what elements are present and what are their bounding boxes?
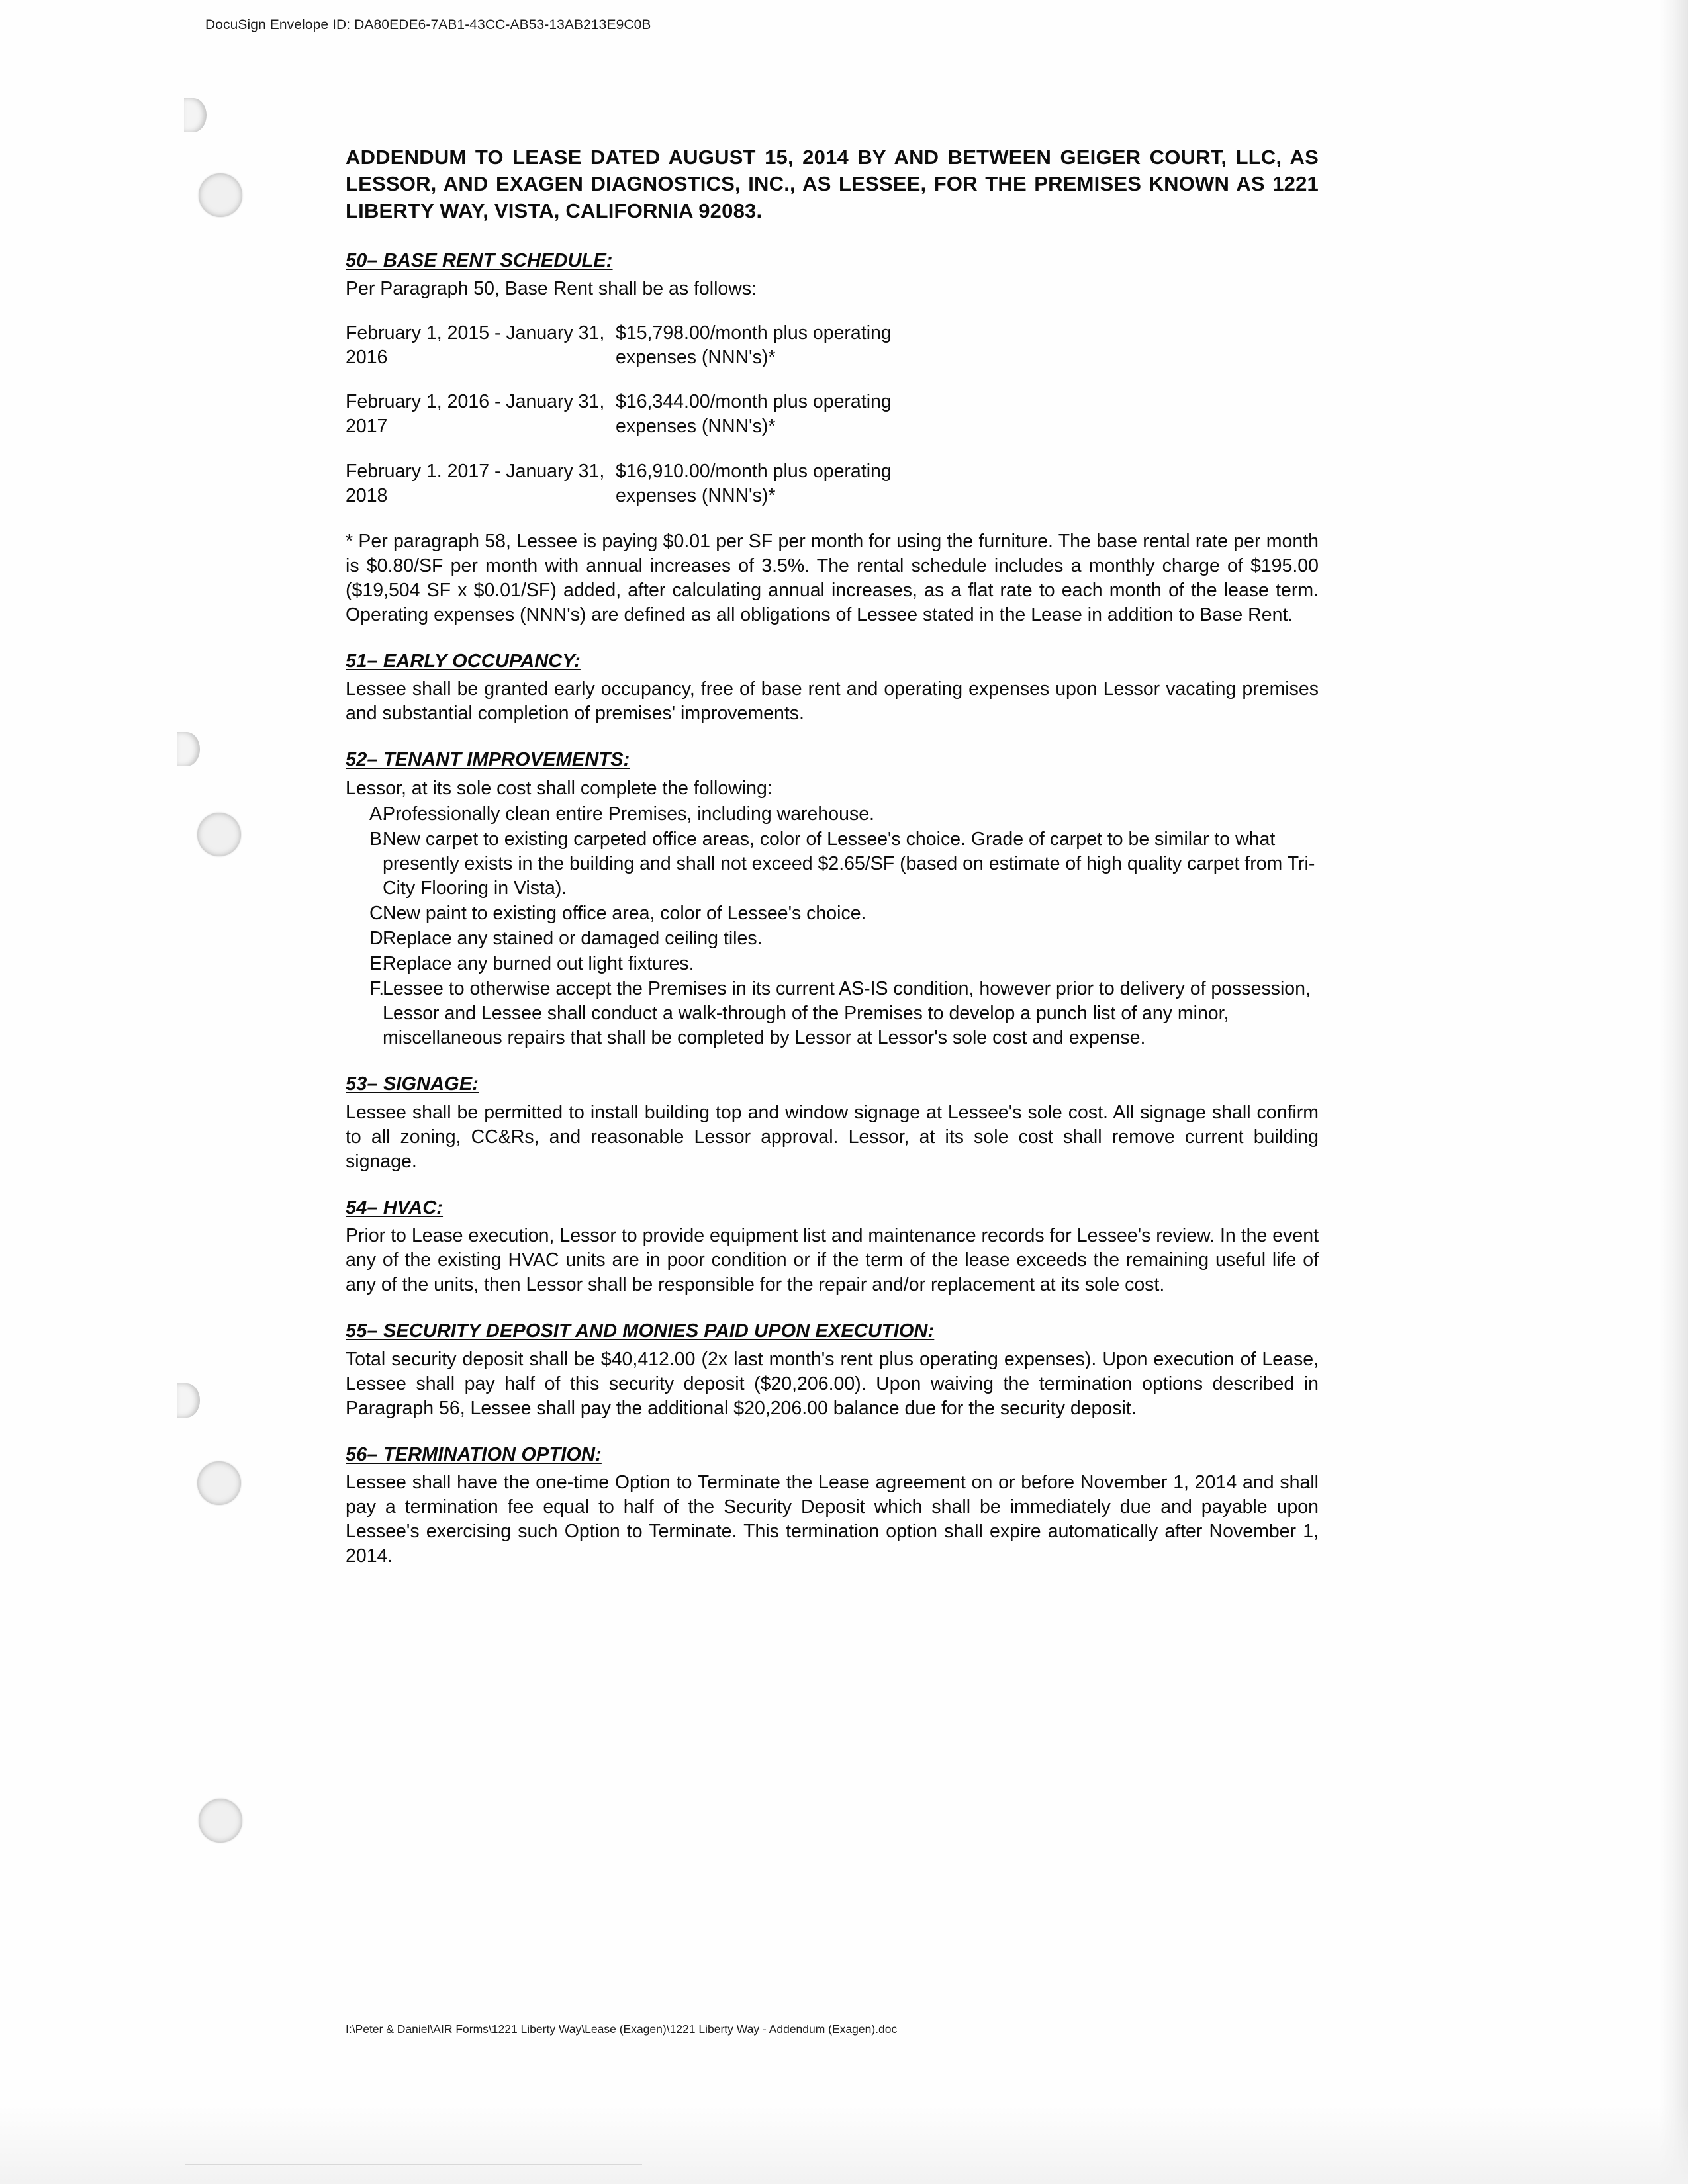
schedule-amount: $15,798.00/month plus operating expenses (NNN's)* bbox=[616, 322, 892, 369]
schedule-amount: $16,344.00/month plus operating expenses (NNN's)* bbox=[616, 391, 892, 437]
section-termination-option bbox=[346, 1443, 1319, 1569]
list-item-text: Lessee to otherwise accept the Premises in its current AS-IS condition, however prior to delivery of possession, Lessor and Lessee shall conduct a walk-through of the Premises to develop a punch list of any minor, miscellaneous repairs that shall be completed by Lessor at Lessor's sole cost and expense. bbox=[383, 978, 1311, 1049]
docusign-envelope-id: DocuSign Envelope ID: DA80EDE6-7AB1-43CC-AB53-13AB213E9C0B bbox=[205, 17, 651, 32]
termination-option-body: Lessee shall have the one-time Option to Terminate the Lease agreement on or before November 1, 2014 and shall pay a termination fee equal to half of the Security Deposit which shall be immediately due and payable upon Lessee's exercising such Option to Terminate. This termination option shall expire automatically after November 1, 2014. bbox=[346, 1472, 1319, 1567]
list-item bbox=[346, 952, 1319, 976]
list-item-letter: A. bbox=[369, 803, 387, 825]
schedule-period: February 1. 2017 - January 31, 2018 bbox=[346, 460, 605, 506]
security-deposit-body: Total security deposit shall be $40,412.00 (2x last month's rent plus operating expenses). Upon execution of Lease, Lessee shall pay half of this security deposit ($20,206.00). Upon waiving the termination options described in Paragraph 56, Lessee shall pay the additional $20,206.00 balance due for the security deposit. bbox=[346, 1348, 1319, 1419]
hole-punch-mark bbox=[177, 1383, 200, 1418]
schedule-amount: $16,910.00/month plus operating expenses (NNN's)* bbox=[616, 460, 892, 506]
list-item-letter: C. bbox=[369, 902, 389, 924]
signage-body: Lessee shall be permitted to install building top and window signage at Lessee's sole cost. All signage shall confirm to all zoning, CC&Rs, and reasonable Lessor approval. Lessor, at its sole cost shall remove current building signage. bbox=[346, 1101, 1319, 1172]
section-signage bbox=[346, 1073, 1319, 1174]
tenant-improvements-list bbox=[346, 802, 1319, 1050]
section-heading-tenant-improvements: 52– TENANT IMPROVEMENTS: bbox=[346, 749, 630, 771]
list-item-text: New carpet to existing carpeted office areas, color of Lessee's choice. Grade of carpet to be similar to what presently exists in the building and shall not exceed $2.65/SF (based on estimate of high quality carpet from Tri-City Flooring in Vista). bbox=[383, 828, 1315, 899]
hvac-body: Prior to Lease execution, Lessor to provide equipment list and maintenance records for Lessee's review. In the event any of the existing HVAC units are in poor condition or if the term of the lease exceeds the remaining useful life of any of the units, then Lessor shall be responsible for the repair and/or replacement at its sole cost. bbox=[346, 1225, 1319, 1296]
base-rent-intro: Per Paragraph 50, Base Rent shall be as follows: bbox=[346, 278, 757, 300]
base-rent-schedule-table bbox=[346, 321, 1319, 508]
list-item-letter: D. bbox=[369, 927, 389, 949]
schedule-period: February 1, 2016 - January 31, 2017 bbox=[346, 391, 605, 437]
hole-punch-mark bbox=[199, 1799, 242, 1843]
tenant-improvements-intro: Lessor, at its sole cost shall complete the following: bbox=[346, 777, 773, 799]
section-security-deposit bbox=[346, 1320, 1319, 1421]
hole-punch-mark bbox=[177, 732, 200, 766]
list-item-text: Replace any stained or damaged ceiling tiles. bbox=[383, 927, 763, 949]
hole-punch-mark bbox=[197, 813, 241, 856]
schedule-row bbox=[346, 459, 1319, 508]
list-item bbox=[346, 927, 1319, 951]
section-heading-early-occupancy: 51– EARLY OCCUPANCY: bbox=[346, 650, 581, 672]
schedule-row bbox=[346, 390, 1319, 439]
list-item bbox=[346, 802, 1319, 827]
list-item-letter: F. bbox=[369, 978, 385, 999]
scan-edge-shadow bbox=[1658, 0, 1688, 2184]
list-item bbox=[346, 827, 1319, 901]
hole-punch-mark bbox=[199, 173, 242, 217]
section-hvac bbox=[346, 1197, 1319, 1298]
hole-punch-mark bbox=[197, 1461, 241, 1505]
schedule-row bbox=[346, 321, 1319, 370]
section-heading-base-rent: 50– BASE RENT SCHEDULE: bbox=[346, 250, 613, 271]
list-item-text: Replace any burned out light fixtures. bbox=[383, 952, 694, 974]
section-heading-security-deposit: 55– SECURITY DEPOSIT AND MONIES PAID UPON EXECUTION: bbox=[346, 1320, 935, 1342]
list-item-letter: E. bbox=[369, 952, 387, 974]
hole-punch-mark bbox=[184, 98, 207, 132]
section-early-occupancy bbox=[346, 650, 1319, 726]
section-tenant-improvements bbox=[346, 749, 1319, 1050]
page-bottom-rule bbox=[185, 2164, 642, 2165]
section-heading-signage: 53– SIGNAGE: bbox=[346, 1073, 479, 1095]
list-item-letter: B. bbox=[369, 828, 387, 850]
footer-file-path: I:\Peter & Daniel\AIR Forms\1221 Liberty Way\Lease (Exagen)\1221 Liberty Way - Addendum (Exagen).doc bbox=[346, 2023, 898, 2036]
list-item-text: New paint to existing office area, color of Lessee's choice. bbox=[383, 902, 867, 924]
base-rent-footnote: * Per paragraph 58, Lessee is paying $0.01 per SF per month for using the furniture. The base rental rate per month is $0.80/SF per month with annual increases of 3.5%. The rental schedule includes a monthly charge of $195.00 ($19,504 SF x $0.01/SF) added, after calculating annual increases, as a flat rate to each month of the lease term. Operating expenses (NNN's) are defined as all obligations of Lessee stated in the Lease in addition to Base Rent. bbox=[346, 530, 1319, 625]
section-heading-termination-option: 56– TERMINATION OPTION: bbox=[346, 1443, 602, 1465]
list-item bbox=[346, 901, 1319, 926]
schedule-period: February 1, 2015 - January 31, 2016 bbox=[346, 322, 605, 369]
document-title: ADDENDUM TO LEASE DATED AUGUST 15, 2014 BY AND BETWEEN GEIGER COURT, LLC, AS LESSOR, AND EXAGEN DIAGNOSTICS, INC., AS LESSEE, FOR THE PREMISES KNOWN AS 1221 LIBERTY WAY, VISTA, CALIFORNIA 92083. bbox=[346, 146, 1319, 222]
list-item bbox=[346, 977, 1319, 1050]
document-body bbox=[346, 144, 1319, 1591]
early-occupancy-body: Lessee shall be granted early occupancy, free of base rent and operating expenses upon Lessor vacating premises and substantial completion of premises' improvements. bbox=[346, 678, 1319, 725]
scan-edge-shadow-bottom bbox=[0, 2105, 1688, 2184]
section-base-rent-schedule bbox=[346, 250, 1319, 627]
section-heading-hvac: 54– HVAC: bbox=[346, 1197, 444, 1218]
list-item-text: Professionally clean entire Premises, including warehouse. bbox=[383, 803, 874, 825]
